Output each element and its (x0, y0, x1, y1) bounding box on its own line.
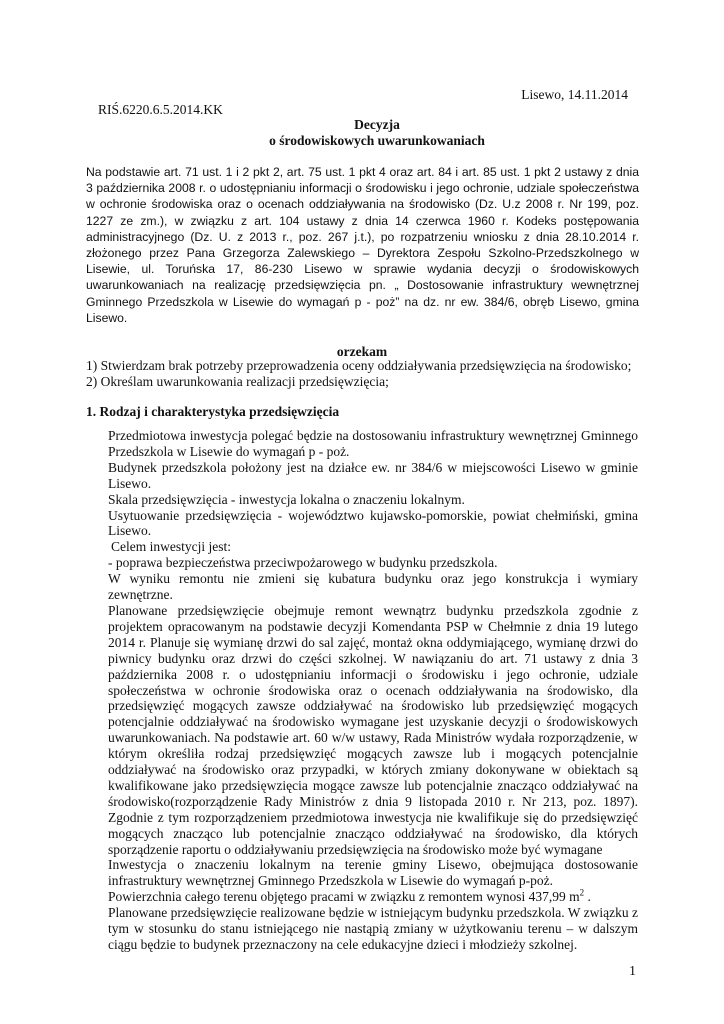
paragraph: Planowane przedsięwzięcie realizowane będzie w istniejącym budynku przedszkola. W związku z tym w stosunku do stanu istniejącego nie nastąpią zmiany w użytkowaniu terenu – w dalszym ciągu będzie to budynek przeznaczony na cele edukacyjne dzieci i młodzieży szkolnej. (108, 905, 638, 952)
page-number: 1 (629, 964, 636, 979)
paragraph: Budynek przedszkola położony jest na działce ew. nr 384/6 w miejscowości Lisewo w gminie Lisewo. (108, 459, 638, 491)
ruling-heading: orzekam (336, 344, 388, 359)
paragraph: Przedmiotowa inwestycja polegać będzie na dostosowaniu infrastruktury wewnętrznej Gminnego Przedszkola w Lisewie do wymagań p - poż. (108, 428, 638, 459)
paragraph: W wyniku remontu nie zmieni się kubatura budynku oraz jego konstrukcja i wymiary zewnętrzne. (108, 571, 638, 603)
ruling-list (86, 358, 646, 390)
place-date: Lisewo, 14.11.2014 (521, 87, 628, 102)
paragraph: Planowane przedsięwzięcie obejmuje remont wewnątrz budynku przedszkola zgodnie z projektem opracowanym na podstawie decyzji Komendanta PSP w Chełmnie z dnia 19 lutego 2014 r. Planuje się wymianę drzwi do sal zajęć, montaż okna oddymiającego, wymianę drzwi do piwnicy budynku oraz drzwi do części szkolnej. W nawiązaniu do art. 71 ustawy z dnia 3 października 2008 r. o udostępnianiu informacji o środowisku i jego ochronie, udziale społeczeństwa w ochronie środowiska oraz o ocenach oddziaływania na środowisko, dla przedsięwzięć mogących zawsze oddziaływać na środowisko lub przedsięwzięć mogących potencjalnie oddziaływać na środowisko wymagane jest uzyskanie decyzji o środowiskowych uwarunkowaniach. Na podstawie art. 60 w/w ustawy, Rada Ministrów wydała rozporządzenie, w którym określiła rodzaj przedsięwzięć mogących zawsze lub i mogących potencjalnie oddziaływać na środowisko oraz przypadki, w których zmiany dokonywane w obiektach są kwalifikowane jako przedsięwzięcia mogące zawsze lub potencjalnie znacząco oddziaływać na środowisko(rozporządzenie Rady Ministrów z dnia 9 listopada 2010 r. Nr 213, poz. 1897). Zgodnie z tym rozporządzeniem przedmiotowa inwestycja nie kwalifikuje się do przedsięwzięć mogących znacząco lub potencjalnie znacząco oddziaływać na środowisko, dla których sporządzenie raportu o oddziaływaniu przedsięwzięcia na środowisko może być wymagane (108, 602, 638, 857)
paragraph: Inwestycja o znaczeniu lokalnym na terenie gminy Lisewo, obejmująca dostosowanie infrastruktury wewnętrznej Gminnego Przedszkola w Lisewie do wymagań p-poż. (108, 857, 638, 889)
area-text: Powierzchnia całego terenu objętego pracami w związku z remontem wynosi 437,99 m (108, 889, 580, 905)
ruling-item: 1) Stwierdzam brak potrzeby przeprowadzenia oceny oddziaływania przedsięwzięcia na środowisko; (86, 358, 632, 373)
section-heading: 1. Rodzaj i charakterystyka przedsięwzięcia (86, 404, 340, 419)
document-title: Decyzja (354, 117, 400, 132)
paragraph: Usytuowanie przedsięwzięcia - województwo kujawsko-pomorskie, powiat chełmiński, gmina Lisewo. (108, 507, 638, 539)
intro-paragraph: Na podstawie art. 71 ust. 1 i 2 pkt 2, art. 75 ust. 1 pkt 4 oraz art. 84 i art. 85 ust. 1 pkt 2 ustawy z dnia 3 października 2008 r. o udostępnianiu informacji o środowisku i jego ochronie, udziale społeczeństwa w ochronie środowiska oraz o ocenach oddziaływania na środowisko (Dz. U.z 2008 r. Nr 199, poz. 1227 ze zm.), w związku z art. 104 ustawy z dnia 14 czerwca 1960 r. Kodeks postępowania administracyjnego (Dz. U. z 2013 r., poz. 267 j.t.), po rozpatrzeniu wniosku z dnia 28.10.2014 r. złożonego przez Pana Grzegorza Zalewskiego – Dyrektora Zespołu Szkolno-Przedszkolnego w Lisewie, ul. Toruńska 17, 86-230 Lisewo w sprawie wydania decyzji o środowiskowych uwarunkowaniach na realizację przedsięwzięcia pn. „ Dostosowanie infrastruktury wewnętrznej Gminnego Przedszkola w Lisewie do wymagań p - poż” na dz. nr ew. 384/6, obręb Lisewo, gmina Lisewo. (86, 165, 639, 325)
paragraph: Skala przedsięwzięcia - inwestycja lokalna o znaczeniu lokalnym. (108, 491, 465, 507)
area-unit-superscript: 2 (579, 887, 585, 898)
reference-number: RIŚ.6220.6.5.2014.KK (98, 102, 223, 117)
section-body (108, 428, 638, 953)
paragraph: - poprawa bezpieczeństwa przeciwpożarowego w budynku przedszkola. (108, 555, 498, 571)
document-title-block (0, 117, 724, 149)
document-subtitle: o środowiskowych uwarunkowaniach (269, 133, 485, 148)
ruling-item: 2) Określam uwarunkowania realizacji przedsięwzięcia; (86, 374, 389, 389)
area-end: . (584, 889, 591, 905)
paragraph: Celem inwestycji jest: (111, 539, 231, 555)
area-paragraph (108, 889, 638, 905)
